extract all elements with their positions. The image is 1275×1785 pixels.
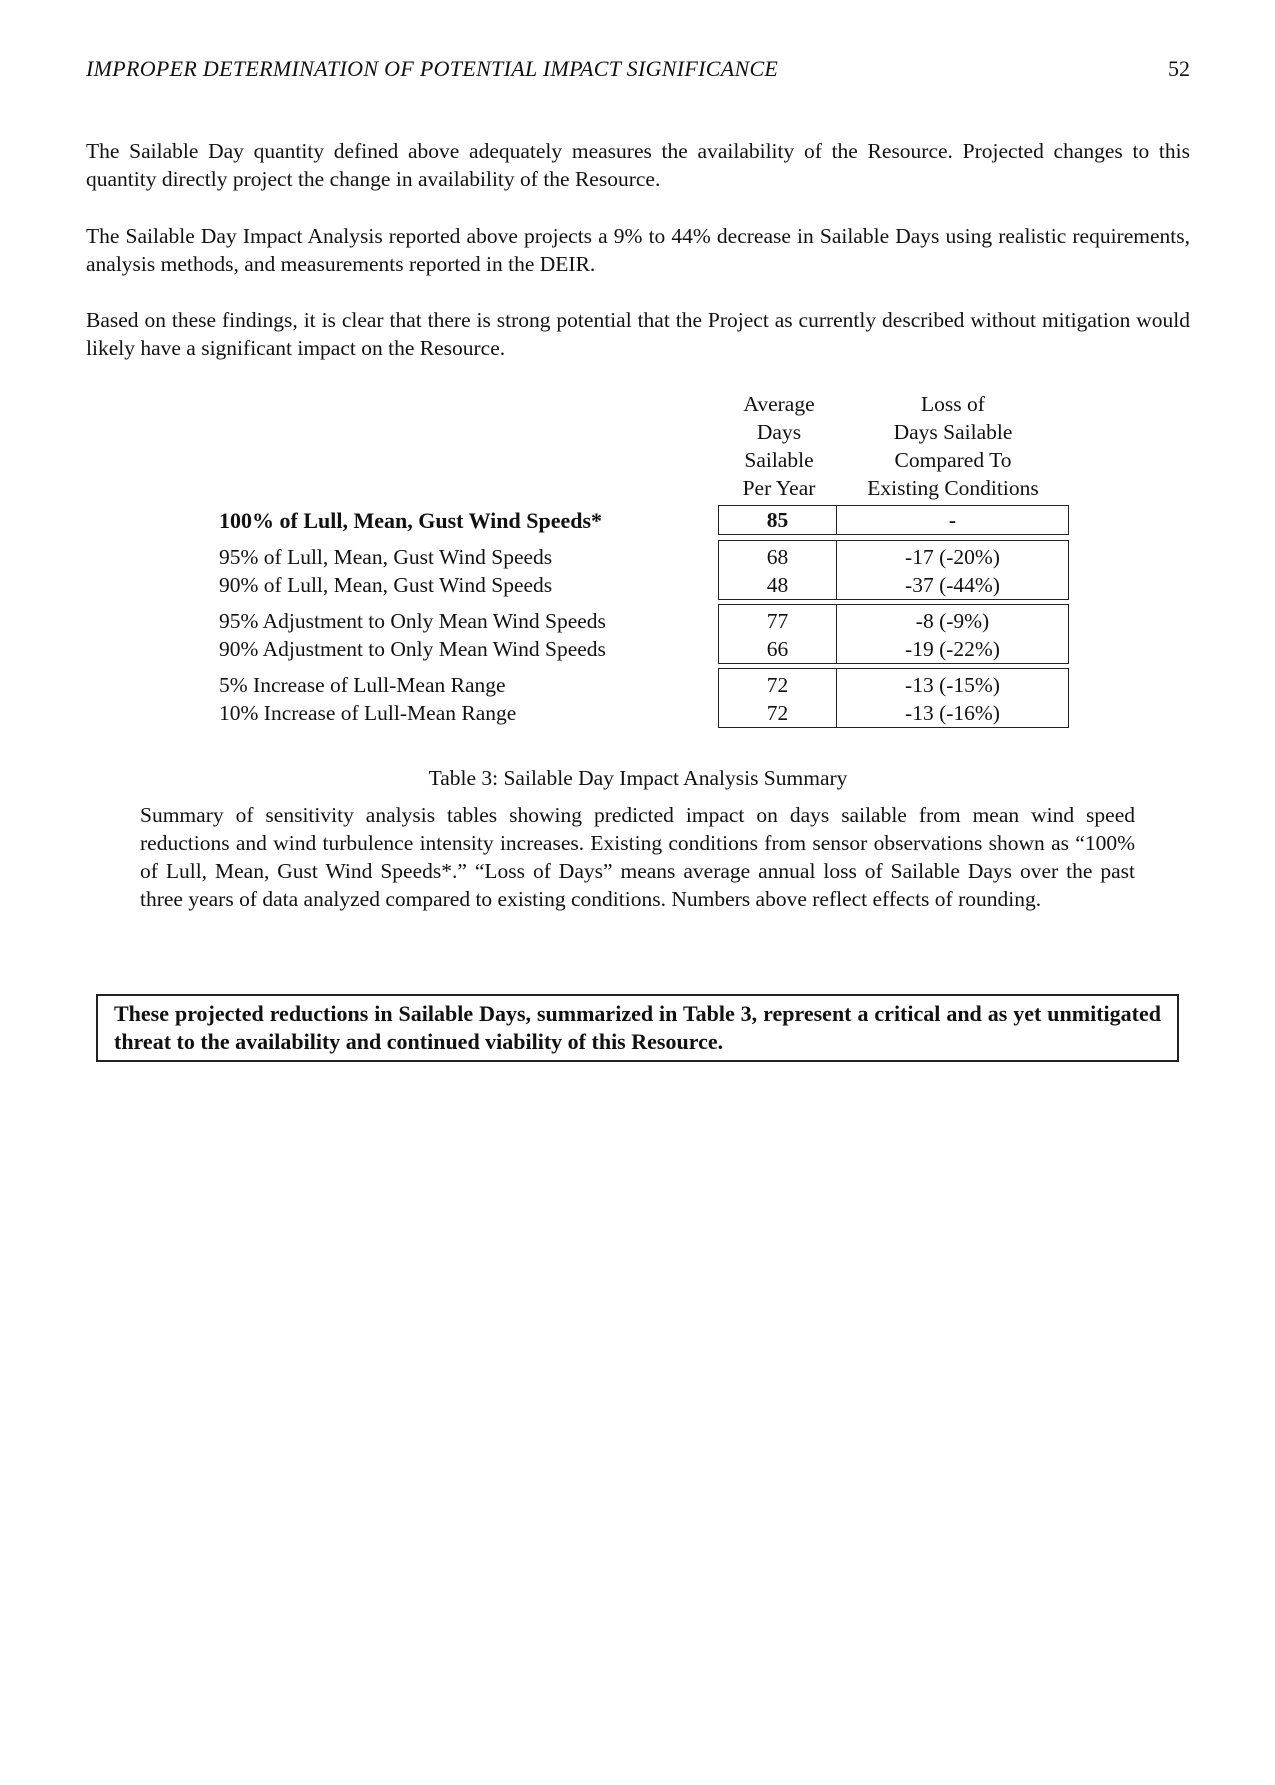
table-group-existing [718, 505, 1069, 535]
header-line: Days Sailable [893, 420, 1013, 444]
header-line: Per Year [742, 476, 816, 500]
row-label: 5% Increase of Lull-Mean Range [219, 673, 506, 697]
header-line: Sailable [744, 448, 814, 472]
column-header-loss-of-days [838, 390, 1068, 502]
row-label: 90% of Lull, Mean, Gust Wind Speeds [219, 573, 553, 597]
cell-days: 66 [766, 637, 789, 661]
cell-loss: -13 (-15%) [905, 673, 1000, 697]
cell-days: 68 [766, 545, 789, 569]
running-header [86, 56, 1190, 86]
cell-days: 77 [766, 609, 789, 633]
table-group-all-speeds [718, 540, 1069, 600]
row-label: 90% Adjustment to Only Mean Wind Speeds [219, 637, 606, 661]
paragraph-impact-analysis: The Sailable Day Impact Analysis reported above projects a 9% to 44% decrease in Sailable Days using realistic requirements, analysis methods, and measurements reported in the DEIR. [86, 224, 1190, 276]
header-line: Days [756, 420, 802, 444]
cell-loss: -8 (-9%) [915, 609, 990, 633]
cell-days: 85 [766, 508, 789, 532]
page-number: 52 [1168, 56, 1190, 81]
paragraph-findings: Based on these findings, it is clear that there is strong potential that the Project as currently described without mitigation would likely have a significant impact on the Resource. [86, 308, 1190, 360]
header-line: Existing Conditions [867, 476, 1039, 500]
cell-loss: -17 (-20%) [905, 545, 1000, 569]
row-label: 95% of Lull, Mean, Gust Wind Speeds [219, 545, 553, 569]
row-label: 10% Increase of Lull-Mean Range [219, 701, 517, 725]
header-line: Average [743, 392, 815, 416]
row-label-existing: 100% of Lull, Mean, Gust Wind Speeds* [219, 508, 603, 533]
row-label: 95% Adjustment to Only Mean Wind Speeds [219, 609, 606, 633]
table-group-lull-mean-range [718, 668, 1069, 728]
cell-loss: -37 (-44%) [905, 573, 1000, 597]
table-description: Summary of sensitivity analysis tables showing predicted impact on days sailable from mean wind speed reductions and wind turbulence intensity increases. Existing conditions from sensor observations shown as “100% of Lull, Mean, Gust Wind Speeds*.” “Loss of Days” means average annual loss of Sailable Days over the past three years of data analyzed compared to existing conditions. Numbers above reflect effects of rounding. [140, 803, 1135, 911]
conclusion-callout-box: These projected reductions in Sailable Days, summarized in Table 3, represent a critical and as yet unmitigated threat to the availability and continued viability of this Resource. [96, 994, 1179, 1062]
table-group-mean-only [718, 604, 1069, 664]
cell-days: 72 [766, 673, 789, 697]
header-line: Loss of [921, 392, 985, 416]
header-title: IMPROPER DETERMINATION OF POTENTIAL IMPACT SIGNIFICANCE [86, 56, 779, 81]
column-header-average-days [719, 390, 839, 502]
header-line: Compared To [894, 448, 1012, 472]
cell-days: 48 [766, 573, 789, 597]
paragraph-sailable-day-quantity: The Sailable Day quantity defined above adequately measures the availability of the Resource. Projected changes to this quantity directly project the change in availability of the Resource. [86, 139, 1190, 191]
cell-days: 72 [766, 701, 789, 725]
cell-loss: - [948, 508, 957, 532]
table-caption: Table 3: Sailable Day Impact Analysis Summary [428, 766, 848, 790]
cell-loss: -19 (-22%) [905, 637, 1000, 661]
cell-loss: -13 (-16%) [905, 701, 1000, 725]
